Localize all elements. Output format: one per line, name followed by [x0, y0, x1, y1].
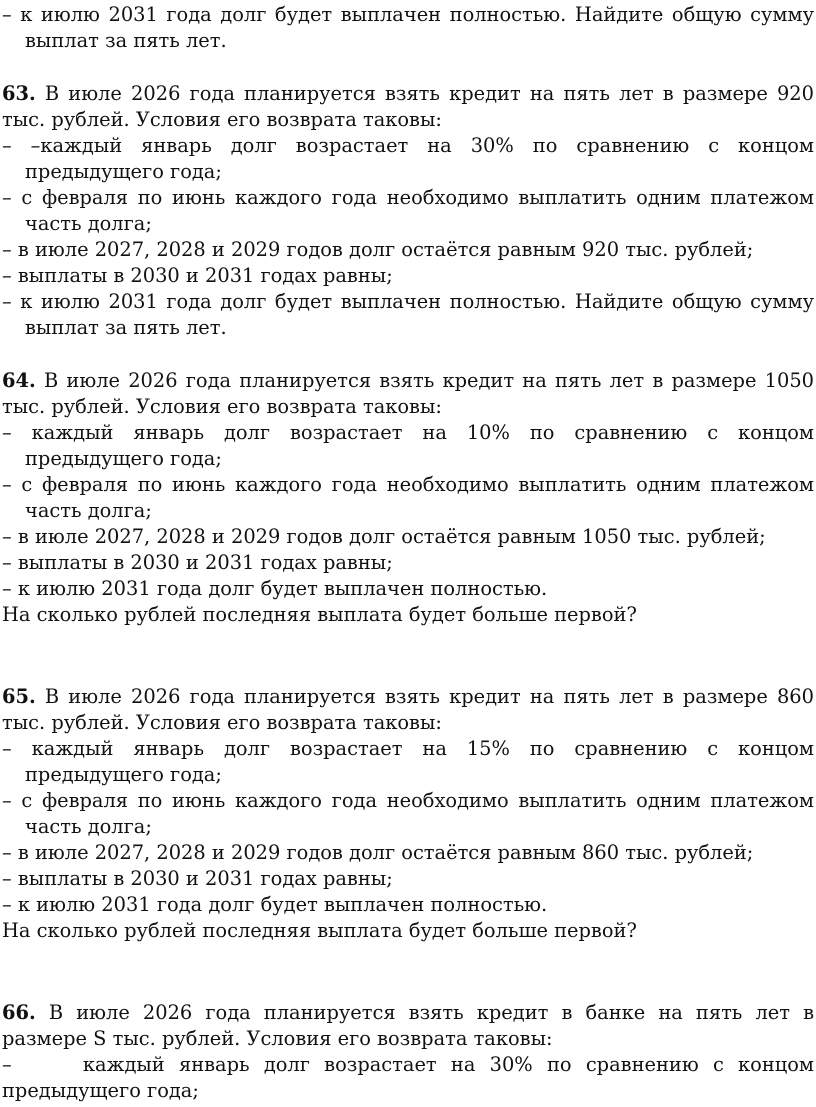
fragment-line-1: – к июлю 2031 года долг будет выплачен полностью. Найдите общую сумму — [2, 3, 814, 26]
problem-64-question: На сколько рублей последняя выплата будет больше первой? — [2, 603, 637, 626]
problem-64-item-1-line-2: предыдущего года; — [25, 447, 222, 470]
problem-65-item-2-line-2: часть долга; — [25, 815, 152, 838]
problem-65-item-2-line-1: – с февраля по июнь каждого года необходимо выплатить одним платежом — [2, 789, 814, 812]
problem-64-intro-line-1: 64. В июле 2026 года планируется взять кредит на пять лет в размере 1050 — [2, 369, 814, 392]
problem-65-item-5: – к июлю 2031 года долг будет выплачен полностью. — [2, 893, 548, 916]
problem-64-item-4: – выплаты в 2030 и 2031 годах равны; — [2, 551, 393, 574]
problem-63-item-1-line-2: предыдущего года; — [25, 160, 222, 183]
problem-64-number: 64. — [2, 369, 36, 392]
problem-65-item-4: – выплаты в 2030 и 2031 годах равны; — [2, 867, 393, 890]
problem-65-item-3: – в июле 2027, 2028 и 2029 годов долг остаётся равным 860 тыс. рублей; — [2, 841, 754, 864]
problem-66-item-1-line-1: – каждый январь долг возрастает на 30% по сравнению с концом — [2, 1053, 814, 1076]
problem-63-number: 63. — [2, 82, 36, 105]
problem-64-item-2-line-1: – с февраля по июнь каждого года необходимо выплатить одним платежом — [2, 473, 814, 496]
problem-65-item-1-line-1: – каждый январь долг возрастает на 15% по сравнению с концом — [2, 737, 814, 760]
problem-66-number: 66. — [2, 1001, 36, 1024]
problem-63-item-5-line-1: – к июлю 2031 года долг будет выплачен полностью. Найдите общую сумму — [2, 290, 814, 313]
problem-66-item-1-line-2: предыдущего года; — [2, 1079, 199, 1102]
problem-64-item-5: – к июлю 2031 года долг будет выплачен полностью. — [2, 577, 548, 600]
problem-64-item-2-line-2: часть долга; — [25, 499, 152, 522]
problem-63-intro-line-1: 63. В июле 2026 года планируется взять кредит на пять лет в размере 920 — [2, 82, 814, 105]
problem-64-item-1-line-1: – каждый январь долг возрастает на 10% по сравнению с концом — [2, 421, 814, 444]
problem-64-item-3: – в июле 2027, 2028 и 2029 годов долг остаётся равным 1050 тыс. рублей; — [2, 525, 766, 548]
problem-65-question: На сколько рублей последняя выплата будет больше первой? — [2, 919, 637, 942]
problem-63-item-2-line-1: – с февраля по июнь каждого года необходимо выплатить одним платежом — [2, 186, 814, 209]
problem-63-item-4: – выплаты в 2030 и 2031 годах равны; — [2, 264, 393, 287]
problem-63-item-3: – в июле 2027, 2028 и 2029 годов долг остаётся равным 920 тыс. рублей; — [2, 238, 754, 261]
problem-66-intro-line-2: размере S тыс. рублей. Условия его возврата таковы: — [2, 1027, 553, 1050]
problem-66-intro-line-1: 66. В июле 2026 года планируется взять кредит в банке на пять лет в — [2, 1001, 814, 1024]
problem-65-intro-line-1: 65. В июле 2026 года планируется взять кредит на пять лет в размере 860 — [2, 685, 814, 708]
problem-64-intro-line-2: тыс. рублей. Условия его возврата таковы: — [2, 395, 442, 418]
problem-65-number: 65. — [2, 685, 36, 708]
problem-63-item-2-line-2: часть долга; — [25, 212, 152, 235]
problem-63-intro-line-2: тыс. рублей. Условия его возврата таковы: — [2, 108, 442, 131]
problem-65-intro-line-2: тыс. рублей. Условия его возврата таковы: — [2, 711, 442, 734]
problem-63-item-1-line-1: – –каждый январь долг возрастает на 30% по сравнению с концом — [2, 134, 814, 157]
problem-65-item-1-line-2: предыдущего года; — [25, 763, 222, 786]
fragment-line-2: выплат за пять лет. — [25, 29, 227, 52]
problem-63-item-5-line-2: выплат за пять лет. — [25, 316, 227, 339]
